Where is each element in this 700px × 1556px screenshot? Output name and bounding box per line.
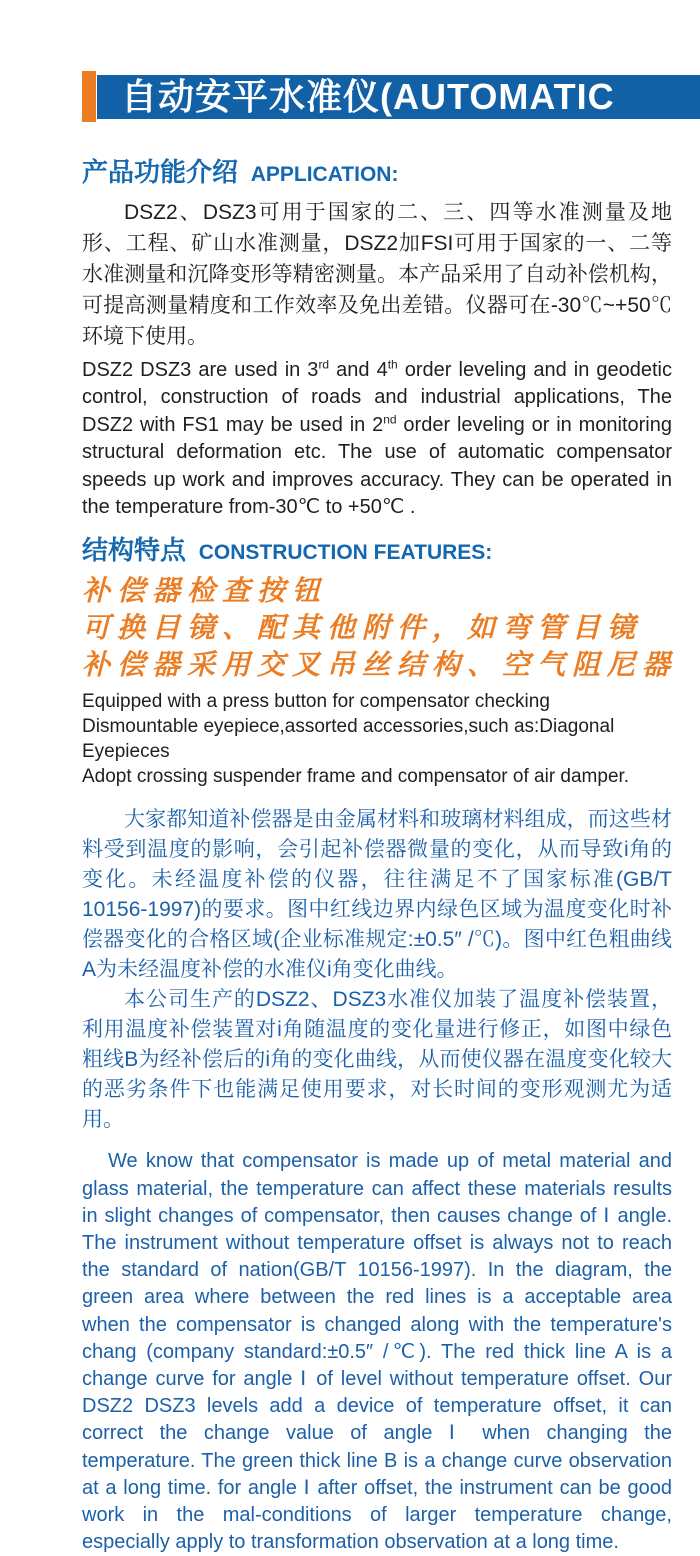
application-paragraph-en: [82, 357, 672, 521]
features-heading-en: CONSTRUCTION FEATURES:: [198, 541, 493, 565]
page-content: [82, 152, 678, 1556]
feature-line-en: Equipped with a press button for compensator checking: [82, 691, 550, 713]
features-heading: [82, 530, 672, 567]
feature-line-cn: 补偿器检查按钮: [82, 575, 328, 607]
application-heading: [82, 152, 672, 189]
ordinal-superscript: th: [387, 357, 398, 372]
application-en-seg4: order leveling or in monitoring structural deformation etc. The use of automatic compensator speeds up work and improves accuracy. They can be operated in the temperature from-30℃ to +50℃ .: [82, 413, 672, 519]
application-heading-cn: 产品功能介绍: [82, 157, 239, 187]
feature-line-en: Dismountable eyepiece,assorted accessories,such as:Diagonal Eyepieces: [82, 716, 615, 763]
ordinal-superscript: rd: [318, 357, 330, 372]
feature-line-en: Adopt crossing suspender frame and compensator of air damper.: [82, 766, 630, 788]
features-list-cn: [82, 572, 678, 683]
application-section: [82, 152, 672, 521]
compensator-paragraph-cn-2: 本公司生产的DSZ2、DSZ3水准仪加装了温度补偿装置，利用温度补偿装置对i角随温度的变化量进行修正，如图中绿色粗线B为经补偿后的i角的变化曲线，从而使仪器在温度变化较大的恶劣条件下也能满足使用要求，对长时间的变形观测尤为适用。: [82, 988, 672, 1132]
compensator-paragraph-cn-1: 大家都知道补偿器是由金属材料和玻璃材料组成，而这些材料受到温度的影响，会引起补偿器微量的变化，从而导致i角的变化。未经温度补偿的仪器，往往满足不了国家标准(GB/T 10156-1997)的要求。图中红线边界内绿色区域为温度变化时补偿器变化的合格区域(企业标准规定:±0.5″ /℃)。图中红色粗曲线A为未经温度补偿的水准仪i角变化曲线。: [82, 808, 672, 982]
application-heading-en: APPLICATION:: [250, 163, 399, 186]
title-banner: [97, 75, 700, 119]
feature-line-cn: 补偿器采用交叉吊丝结构、空气阻尼器: [82, 649, 678, 681]
compensator-paragraph-en: We know that compensator is made up of metal material and glass material, the temperature can affect these materials results in slight changes of compensator, then causes change of Ⅰ angle. The instrument without temperature offset is always not to reach the standard of nation(GB/T 10156-1997). In the diagram, the green area where between the red lines is a acceptable area when the compensator is changed along with the temperature's chang (company standard:±0.5″ /℃). The red thick line A is a change curve for angle Ⅰ of level without temperature offset. Our DSZ2 DSZ3 levels add a device of temperature offset, it can correct the change value of angle Ⅰ when changing the temperature. The green thick line B is a change curve observation at a long time. for angle Ⅰ after offset, the instrument can be good work in the mal-conditions of larger temperature change, especially apply to transformation observation at a long time.: [82, 1150, 672, 1554]
application-en-seg2: and 4: [329, 359, 388, 381]
application-en-seg3: order leveling and in geodetic control, construction of roads and industrial applications, The DSZ2 with FS1 may be used in 2: [82, 359, 672, 436]
features-section: [82, 530, 678, 789]
features-heading-cn: 结构特点: [82, 535, 187, 566]
features-list-en: [82, 689, 672, 789]
feature-line-cn: 可换目镜、配其他附件，如弯管目镜: [82, 612, 643, 644]
application-en-seg1: DSZ2 DSZ3 are used in 3: [82, 359, 319, 381]
page-title: 自动安平水准仪(AUTOMATIC: [121, 76, 615, 117]
compensator-section: [82, 805, 672, 1556]
application-paragraph-cn: DSZ2、DSZ3可用于国家的二、三、四等水准测量及地形、工程、矿山水准测量，DSZ2加FSI可用于国家的一、二等水准测量和沉降变形等精密测量。本产品采用了自动补偿机构，可提高测量精度和工作效率及免出差错。仪器可在-30℃~+50℃环境下使用。: [82, 201, 672, 348]
title-accent-block: [82, 71, 96, 122]
ordinal-superscript: nd: [383, 412, 397, 427]
